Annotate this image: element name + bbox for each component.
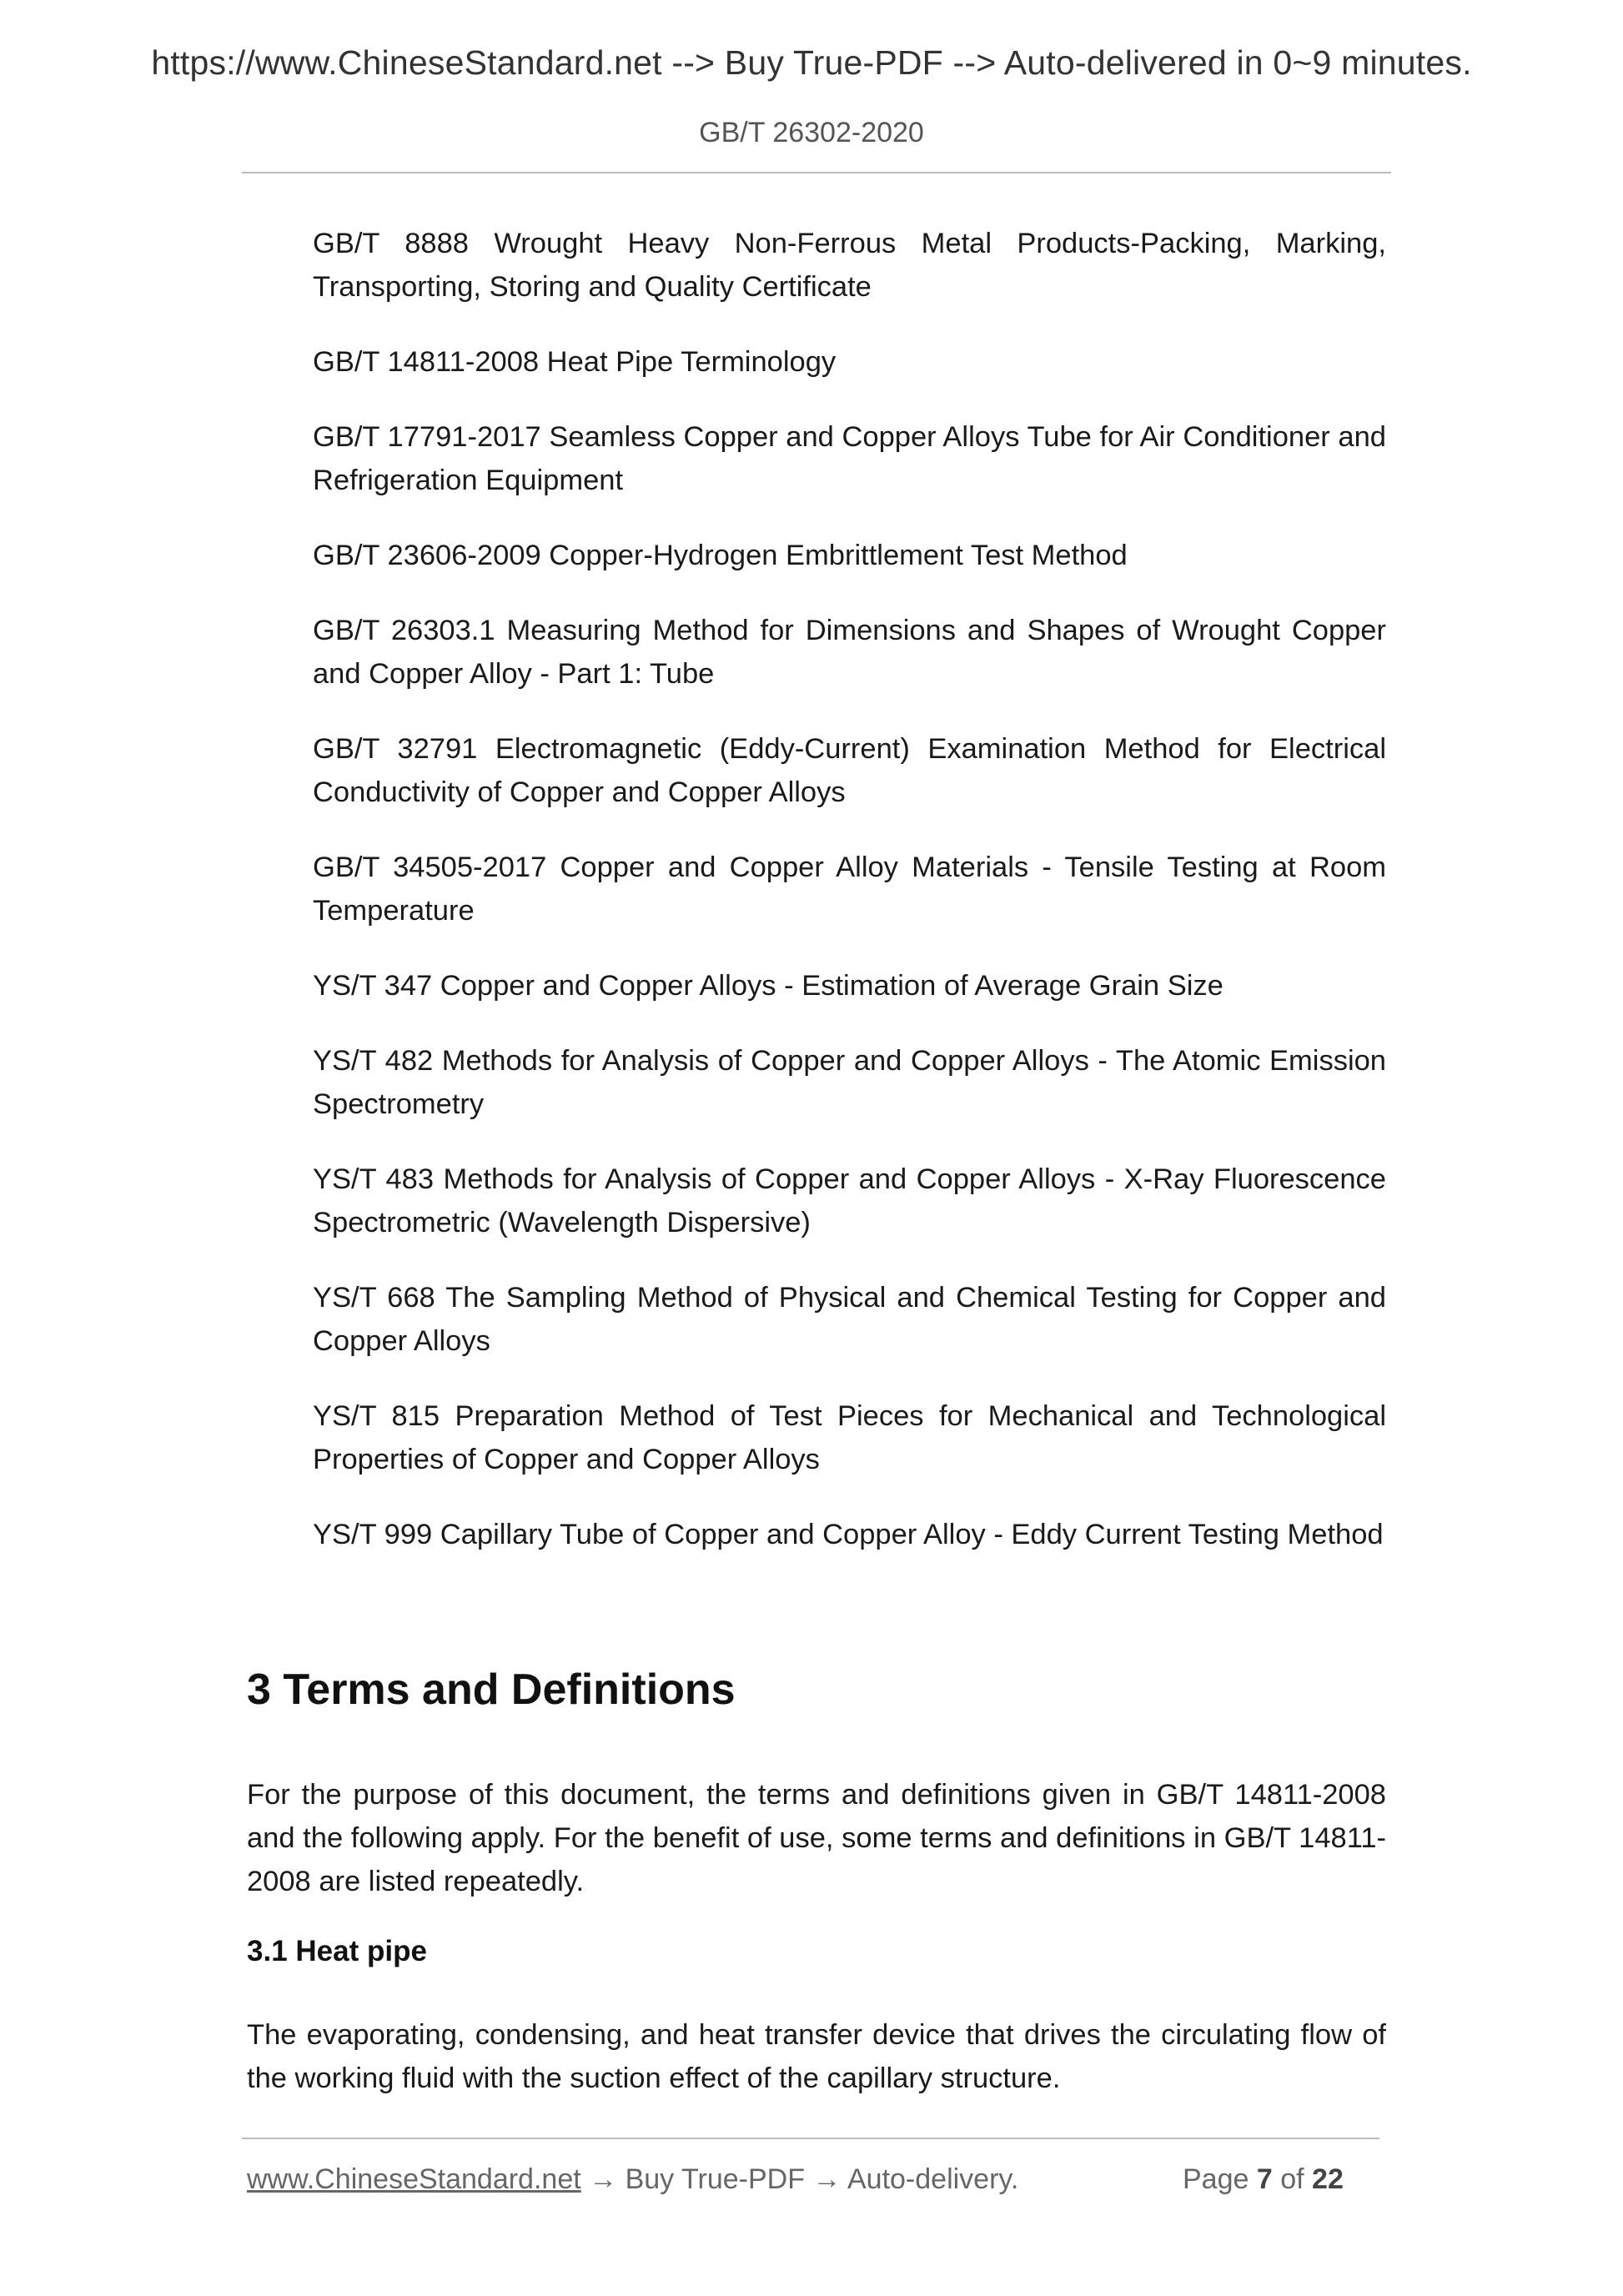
reference-item: YS/T 999 Capillary Tube of Copper and Copper Alloy - Eddy Current Testing Method <box>313 1519 1384 1550</box>
reference-item: YS/T 482 Methods for Analysis of Copper and Copper Alloys - The Atomic Emission Spectrometry <box>313 1045 1386 1120</box>
top-banner: https://www.ChineseStandard.net --> Buy True-PDF --> Auto-delivered in 0~9 minutes. <box>151 43 1472 82</box>
footer-tagline: → Buy True-PDF → Auto-delivery. <box>589 2163 1019 2195</box>
current-page-number: 7 <box>1256 2163 1273 2195</box>
footer-site-link[interactable]: www.ChineseStandard.net <box>247 2163 581 2195</box>
footer-promo <box>247 2163 1018 2196</box>
total-page-number: 22 <box>1312 2163 1344 2195</box>
reference-item: YS/T 668 The Sampling Method of Physical and Chemical Testing for Copper and Copper Alloys <box>313 1282 1386 1357</box>
page-of-label: of <box>1280 2163 1304 2195</box>
definition-paragraph: The evaporating, condensing, and heat transfer device that drives the circulating flow of the working fluid with the suction effect of the capillary structure. <box>247 2019 1386 2094</box>
reference-item: GB/T 34505-2017 Copper and Copper Alloy Materials - Tensile Testing at Room Temperature <box>313 852 1386 927</box>
reference-item: GB/T 14811-2008 Heat Pipe Terminology <box>313 346 837 378</box>
reference-item: YS/T 347 Copper and Copper Alloys - Estimation of Average Grain Size <box>313 970 1224 1002</box>
reference-item: GB/T 8888 Wrought Heavy Non-Ferrous Metal Products-Packing, Marking, Transporting, Storing and Quality Certificate <box>313 228 1386 303</box>
section-title: 3 Terms and Definitions <box>247 1665 736 1714</box>
page-label: Page <box>1183 2163 1249 2195</box>
header-divider <box>242 172 1391 173</box>
reference-item: GB/T 32791 Electromagnetic (Eddy-Current) Examination Method for Electrical Conductivity of Copper and Copper Alloys <box>313 733 1386 808</box>
footer-divider <box>242 2138 1379 2139</box>
document-code: GB/T 26302-2020 <box>699 117 924 148</box>
reference-item: GB/T 26303.1 Measuring Method for Dimensions and Shapes of Wrought Copper and Copper Alloy - Part 1: Tube <box>313 615 1386 690</box>
page-indicator <box>1183 2163 1344 2196</box>
reference-item: YS/T 815 Preparation Method of Test Pieces for Mechanical and Technological Properties of Copper and Copper Alloys <box>313 1400 1386 1475</box>
reference-item: GB/T 23606-2009 Copper-Hydrogen Embrittlement Test Method <box>313 540 1128 571</box>
normative-references-list <box>313 222 1386 1588</box>
reference-item: GB/T 17791-2017 Seamless Copper and Copper Alloys Tube for Air Conditioner and Refrigeration Equipment <box>313 421 1386 496</box>
subsection-title: 3.1 Heat pipe <box>247 1935 427 1967</box>
reference-item: YS/T 483 Methods for Analysis of Copper and Copper Alloys - X-Ray Fluorescence Spectrometric (Wavelength Dispersive) <box>313 1163 1386 1238</box>
section-intro-paragraph: For the purpose of this document, the terms and definitions given in GB/T 14811-2008 and the following apply. For the benefit of use, some terms and definitions in GB/T 14811-2008 are listed repeatedly. <box>247 1779 1386 1897</box>
